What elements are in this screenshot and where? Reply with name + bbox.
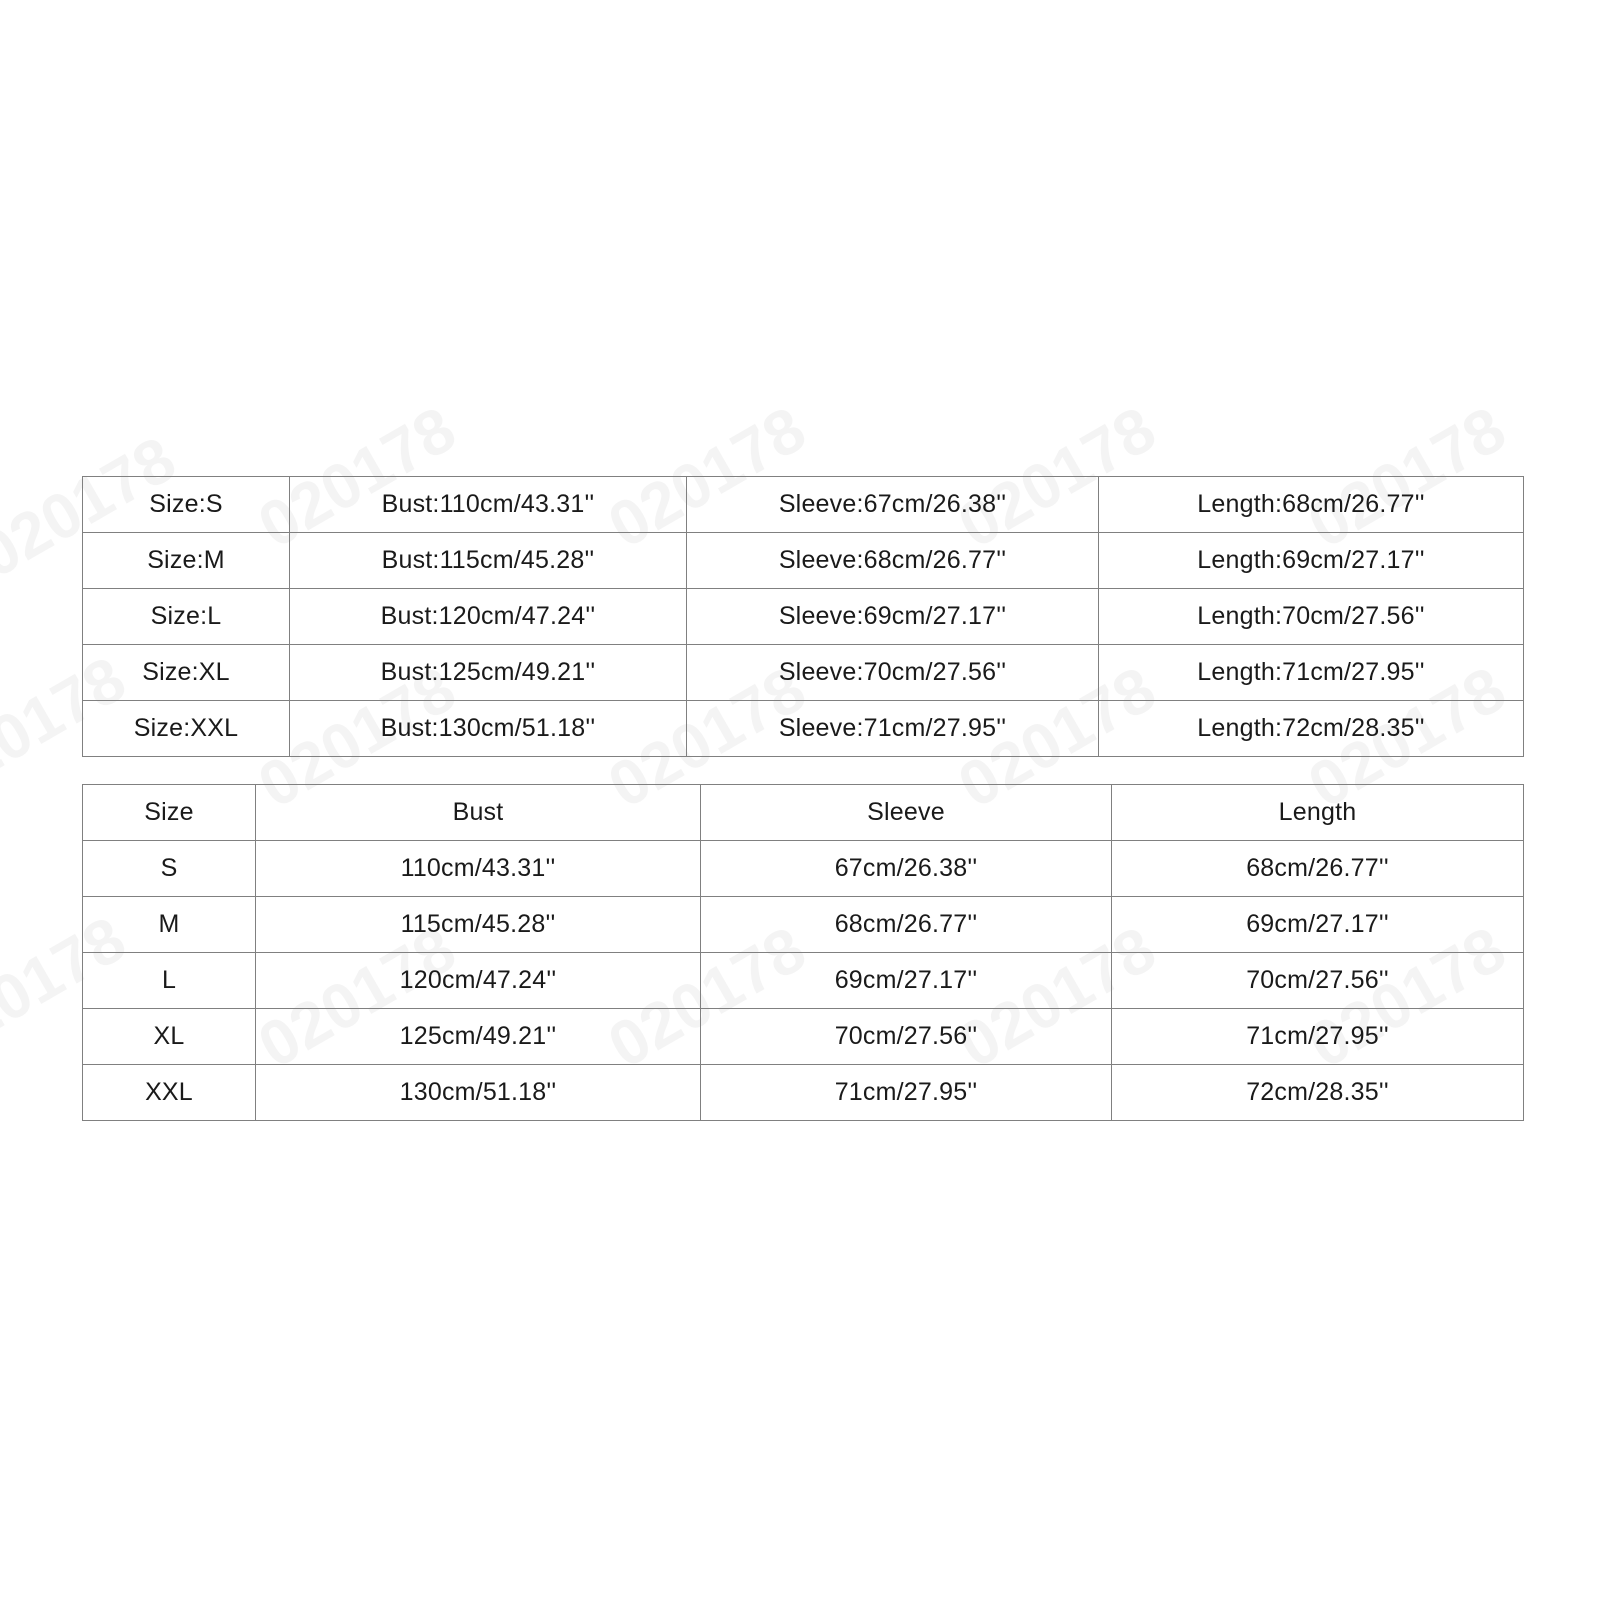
sleeve-cell: Sleeve:69cm/27.17'': [687, 589, 1099, 645]
bust-cell: 125cm/49.21'': [256, 1009, 701, 1065]
sleeve-cell: Sleeve:70cm/27.56'': [687, 645, 1099, 701]
size-cell: Size:M: [83, 533, 290, 589]
sleeve-cell: Sleeve:68cm/26.77'': [687, 533, 1099, 589]
bust-cell: Bust:120cm/47.24'': [290, 589, 687, 645]
bust-cell: Bust:115cm/45.28'': [290, 533, 687, 589]
length-cell: Length:69cm/27.17'': [1099, 533, 1524, 589]
length-cell: Length:72cm/28.35'': [1099, 701, 1524, 757]
bust-cell: 115cm/45.28'': [256, 897, 701, 953]
header-sleeve: Sleeve: [701, 785, 1112, 841]
size-chart-table: [82, 784, 1524, 1121]
size-cell: Size:XXL: [83, 701, 290, 757]
table-row: [83, 589, 1524, 645]
length-cell: 72cm/28.35'': [1112, 1065, 1524, 1121]
table-row: [83, 533, 1524, 589]
table-row: [83, 953, 1524, 1009]
sleeve-cell: Sleeve:71cm/27.95'': [687, 701, 1099, 757]
length-cell: Length:68cm/26.77'': [1099, 477, 1524, 533]
size-cell: L: [83, 953, 256, 1009]
size-cell: Size:XL: [83, 645, 290, 701]
table-row: [83, 1065, 1524, 1121]
size-cell: XXL: [83, 1065, 256, 1121]
length-cell: 68cm/26.77'': [1112, 841, 1524, 897]
header-length: Length: [1112, 785, 1524, 841]
size-chart-combined-table: [82, 476, 1524, 757]
bust-cell: 110cm/43.31'': [256, 841, 701, 897]
length-cell: Length:71cm/27.95'': [1099, 645, 1524, 701]
sleeve-cell: 67cm/26.38'': [701, 841, 1112, 897]
table-row: [83, 1009, 1524, 1065]
table-row: [83, 477, 1524, 533]
size-cell: XL: [83, 1009, 256, 1065]
table-row: [83, 897, 1524, 953]
length-cell: 69cm/27.17'': [1112, 897, 1524, 953]
size-cell: M: [83, 897, 256, 953]
sleeve-cell: 69cm/27.17'': [701, 953, 1112, 1009]
length-cell: 71cm/27.95'': [1112, 1009, 1524, 1065]
sleeve-cell: 68cm/26.77'': [701, 897, 1112, 953]
bust-cell: 120cm/47.24'': [256, 953, 701, 1009]
sleeve-cell: 70cm/27.56'': [701, 1009, 1112, 1065]
bust-cell: Bust:130cm/51.18'': [290, 701, 687, 757]
header-bust: Bust: [256, 785, 701, 841]
size-cell: Size:L: [83, 589, 290, 645]
size-cell: Size:S: [83, 477, 290, 533]
length-cell: 70cm/27.56'': [1112, 953, 1524, 1009]
size-cell: S: [83, 841, 256, 897]
bust-cell: Bust:110cm/43.31'': [290, 477, 687, 533]
length-cell: Length:70cm/27.56'': [1099, 589, 1524, 645]
sleeve-cell: Sleeve:67cm/26.38'': [687, 477, 1099, 533]
table-row: [83, 841, 1524, 897]
table-row: [83, 701, 1524, 757]
sleeve-cell: 71cm/27.95'': [701, 1065, 1112, 1121]
table-header-row: [83, 785, 1524, 841]
header-size: Size: [83, 785, 256, 841]
table-row: [83, 645, 1524, 701]
bust-cell: 130cm/51.18'': [256, 1065, 701, 1121]
bust-cell: Bust:125cm/49.21'': [290, 645, 687, 701]
